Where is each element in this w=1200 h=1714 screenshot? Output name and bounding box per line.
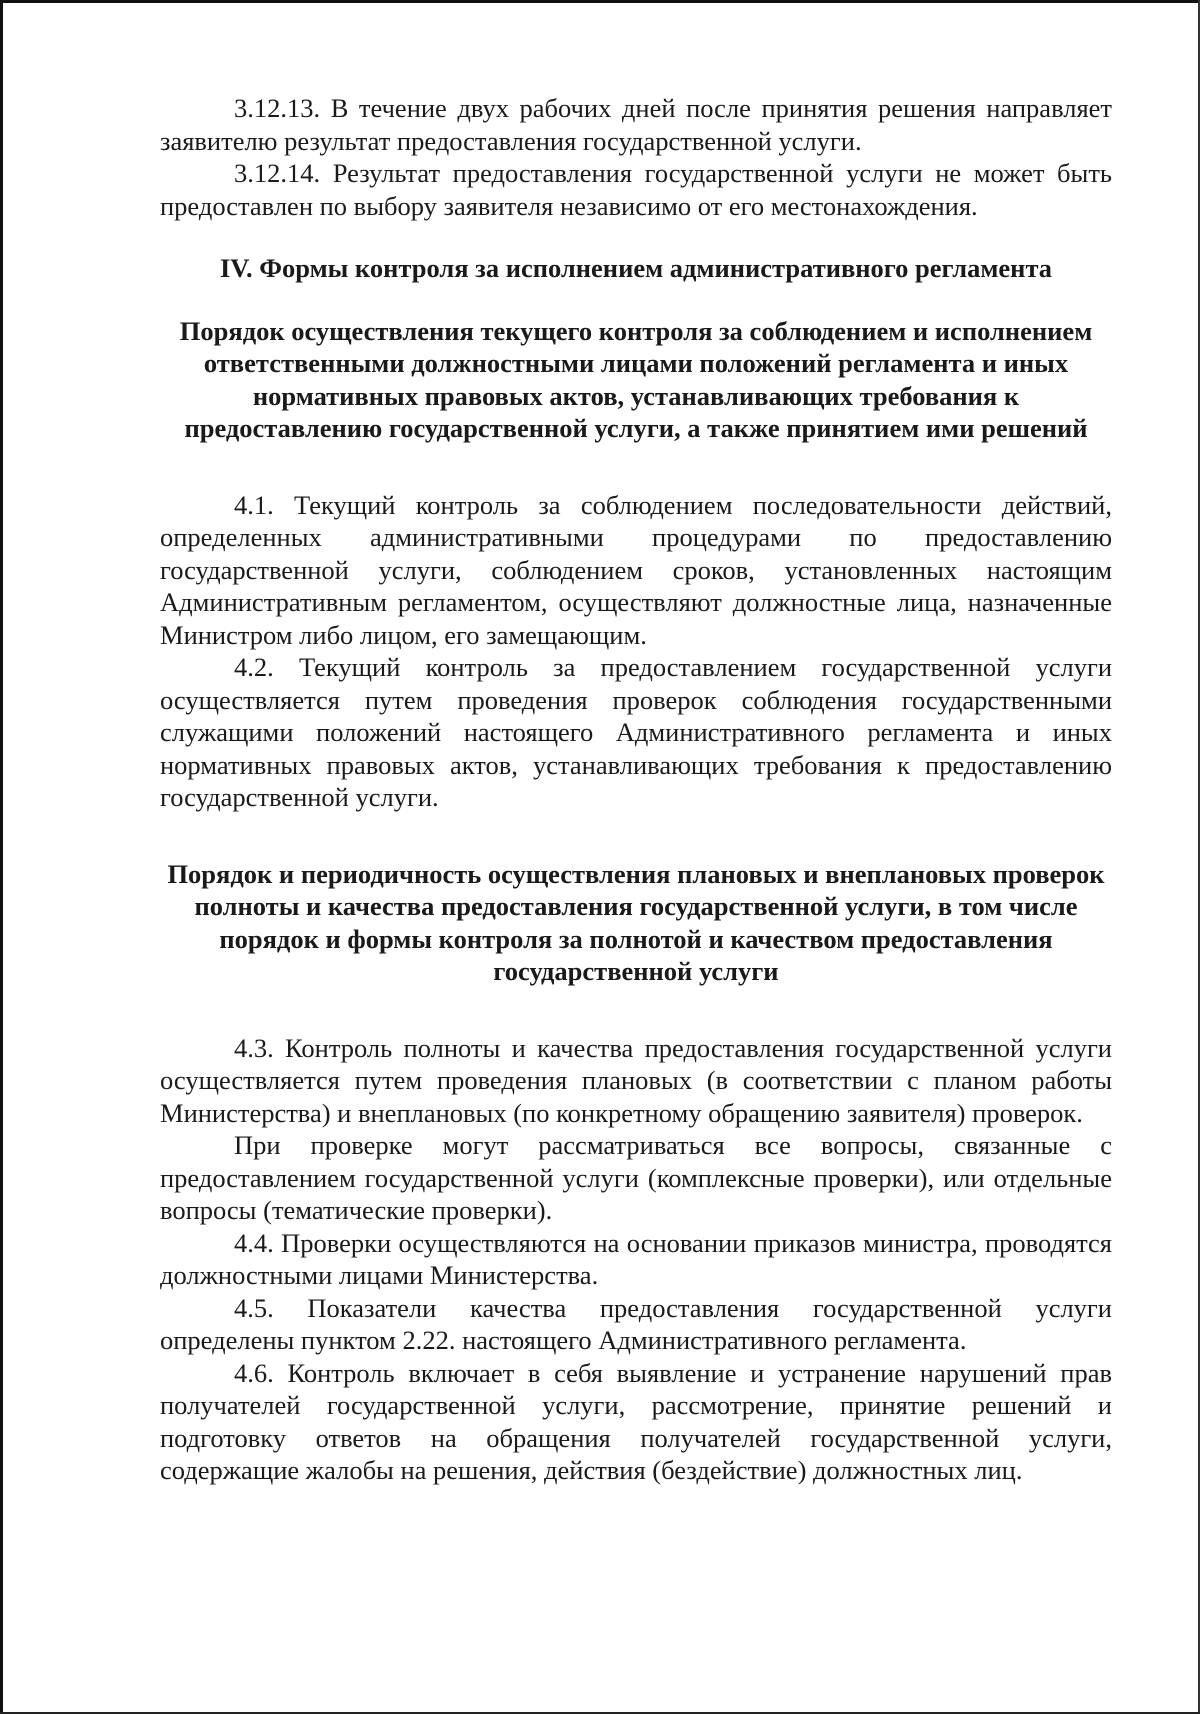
scan-border-top <box>0 0 1200 3</box>
scan-border-left <box>0 0 3 1714</box>
paragraph-4-6: 4.6. Контроль включает в себя выявление и устранение нарушений прав получателей государственной услуги, рассмотрение, принятие решений и подготовку ответов на обращения получателей государственной услуги, содержащие жалобы на решения, действия (бездействие) должностных лиц. <box>160 1357 1112 1485</box>
paragraph-4-3: 4.3. Контроль полноты и качества предоставления государственной услуги осуществляется путем проведения плановых (в соответствии с планом работы Министерства) и внеплановых (по конкретному обращению заявителя) проверок. <box>160 1032 1112 1128</box>
paragraph-4-5: 4.5. Показатели качества предоставления государственной услуги определены пунктом 2.22. настоящего Административного регламента. <box>160 1292 1112 1355</box>
paragraph-4-2: 4.2. Текущий контроль за предоставлением государственной услуги осуществляется путем проведения проверок соблюдения государственными служащими положений настоящего Административного регламента и иных нормативных правовых актов, устанавливающих требования к предоставлению государственной услуги. <box>160 652 1112 812</box>
paragraph-inspection-scope: При проверке могут рассматриваться все вопросы, связанные с предоставлением государственной услуги (комплексные проверки), или отдельные вопросы (тематические проверки). <box>160 1130 1112 1225</box>
subheading-inspections: Порядок и периодичность осуществления плановых и внеплановых проверок полноты и качества предоставления государственной услуги, в том числе порядок и формы контроля за полнотой и качеством предоставления государственной услуги <box>167 858 1105 986</box>
paragraph-4-1: 4.1. Текущий контроль за соблюдением последовательности действий, определенных административными процедурами по предоставлению государственной услуги, соблюдением сроков, установленных настоящим Административным регламентом, осуществляют должностные лица, назначенные Министром либо лицом, его замещающим. <box>160 489 1112 650</box>
paragraph-3-12-13: 3.12.13. В течение двух рабочих дней после принятия решения направляет заявителю результат предоставления государственной услуги. <box>160 93 1112 156</box>
section-title: IV. Формы контроля за исполнением административного регламента <box>219 253 1053 283</box>
subheading-current-control: Порядок осуществления текущего контроля за соблюдением и исполнением ответственными должностными лицами положений регламента и иных нормативных правовых актов, устанавливающих требования к предоставлению государственной услуги, а также принятием ими решений <box>179 315 1093 443</box>
paragraph-3-12-14: 3.12.14. Результат предоставления государственной услуги не может быть предоставлен по выбору заявителя независимо от его местонахождения. <box>160 158 1112 221</box>
document-page <box>160 92 1112 1487</box>
paragraph-4-4: 4.4. Проверки осуществляются на основании приказов министра, проводятся должностными лицами Министерства. <box>160 1227 1112 1290</box>
